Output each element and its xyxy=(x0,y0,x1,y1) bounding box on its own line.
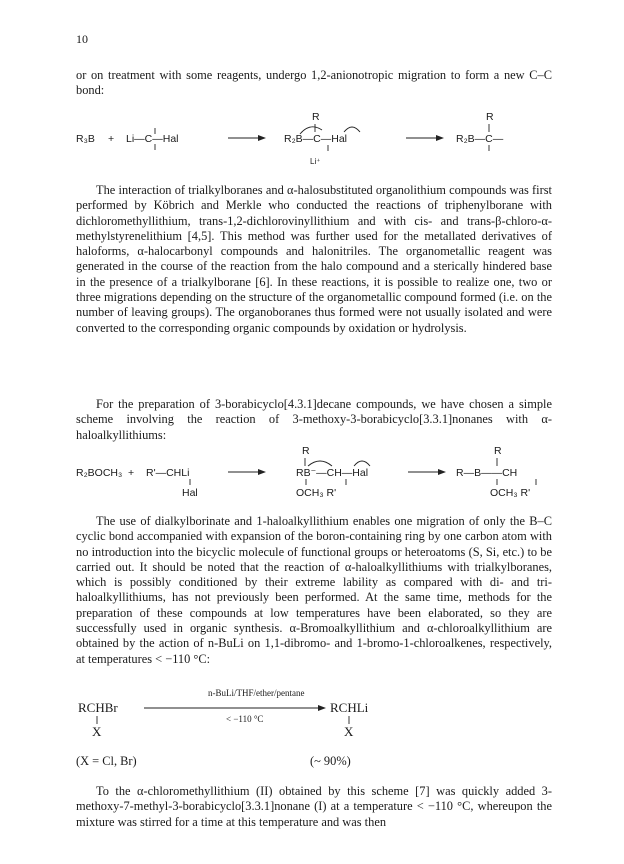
arrow-head-4 xyxy=(438,469,446,475)
scheme1-charge: Li⁺ xyxy=(310,157,321,166)
scheme2-reactant2: R'—CHLi xyxy=(146,467,190,479)
scheme1-intermediate: R₂B—C—Hal xyxy=(284,133,347,145)
scheme3-product: RCHLi xyxy=(330,700,369,715)
scheme2-reactant1: R₂BOCH₃ xyxy=(76,467,123,479)
paragraph-1: or on treatment with some reagents, undergo 1,2-anionotropic migration to form a new C–C bond: xyxy=(76,68,552,98)
scheme1-plus: + xyxy=(108,133,115,145)
page-number: 10 xyxy=(76,32,88,46)
scheme3-condition: < −110 °C xyxy=(226,714,264,724)
scheme1-reactant2: Li—C—Hal xyxy=(126,133,179,145)
scheme3-product-sub: X xyxy=(344,724,354,739)
scheme3-note-left: (X = Cl, Br) xyxy=(76,754,137,768)
paragraph-3: For the preparation of 3-borabicyclo[4.3.1]decane compounds, we have chosen a simple scheme involving the reaction of 3-methoxy-3-borabicyclo[3.3.1]nonanes with α-haloalkyllithiums: xyxy=(76,397,552,442)
scheme1-product-r: R xyxy=(486,111,494,123)
arrow-head-2 xyxy=(436,135,444,141)
paragraph-4: The use of dialkylborinate and 1-haloalkyllithium enables one migration of only the B–C cyclic bond accompanied with expansion of the boron-containing ring by one carbon atom with no introduction into the bicyclic molecule of functional groups or heteroatoms (S, Si, etc.) to be carried out. It should be noted that the reaction of α-haloalkyllithiums with trialkylboranes, which is possibly conditioned by their extreme lability as compared with di- and tri-haloalkyllithiums, has not previously been performed. At the same time, methods for the preparation of these compounds at low temperatures have been elaborated, so they are successfully used in organic synthesis. α-Bromoalkyllithium and α-chloroalkyllithium are obtained by the action of n-BuLi on 1,1-dibromo- and 1-bromo-1-chloroalkenes, respectively, at temperatures < −110 °C: xyxy=(76,514,552,666)
reaction-scheme-1 xyxy=(60,108,560,168)
scheme2-intermediate-sub: OCH₃ R' xyxy=(296,487,337,499)
arrow-head-1 xyxy=(258,135,266,141)
paragraph-5: To the α-chloromethyllithium (II) obtained by this scheme [7] was quickly added 3-methoxy-7-methyl-3-borabicyclo[3.3.1]nonane (I) at a temperature < −110 °C, whereupon the mixture was stirred for a time at this temperature and was then xyxy=(76,784,552,829)
scheme3-reagents: n-BuLi/THF/ether/pentane xyxy=(208,688,305,698)
scheme3-note-right: (~ 90%) xyxy=(310,754,351,768)
paragraph-2: The interaction of trialkylboranes and α-halosubstituted organolithium compounds was first performed by Köbrich and Merkle who conducted the reactions of triphenylborane with dichloromethyllithium, trans-1,2-dichlorovinyllithium and with cis- and trans-β-chloro-α-methylstyrenelithium [4,5]. This method was further used for the metallated derivatives of haloforms, α-halocarbonyl compounds and halonitriles. The organometallic reagent was generated in the course of the reaction from the halo compound and a sterically hindered base in the presence of a trialkylborane [6]. In these reactions, it is possible to realize one, two or three migrations depending on the structure of the organometallic compound formed (i.e. on the number of leaving groups). The organoboranes thus formed were not usually isolated and were converted to the corresponding organic compounds by oxidation or hydrolysis. xyxy=(76,183,552,335)
scheme2-intermediate: RB⁻—CH—Hal xyxy=(296,467,369,479)
reaction-scheme-3 xyxy=(60,686,560,752)
scheme2-product-sub: OCH₃ R' xyxy=(490,487,531,499)
reaction-scheme-2 xyxy=(60,445,560,508)
scheme1-intermediate-r: R xyxy=(312,111,320,123)
scheme2-reactant2-sub: Hal xyxy=(182,487,198,499)
scheme3-reactant: RCHBr xyxy=(78,700,118,715)
scheme2-product-r: R xyxy=(494,445,502,457)
scheme1-reactant1: R₃B xyxy=(76,133,95,145)
scheme2-intermediate-r: R xyxy=(302,445,310,457)
arrow-head-3 xyxy=(258,469,266,475)
arrow-head-5 xyxy=(318,705,326,711)
scheme2-plus: + xyxy=(128,467,135,479)
scheme2-product: R—B——CH xyxy=(456,467,518,479)
scheme1-product: R₂B—C— xyxy=(456,133,504,145)
scheme3-reactant-sub: X xyxy=(92,724,102,739)
